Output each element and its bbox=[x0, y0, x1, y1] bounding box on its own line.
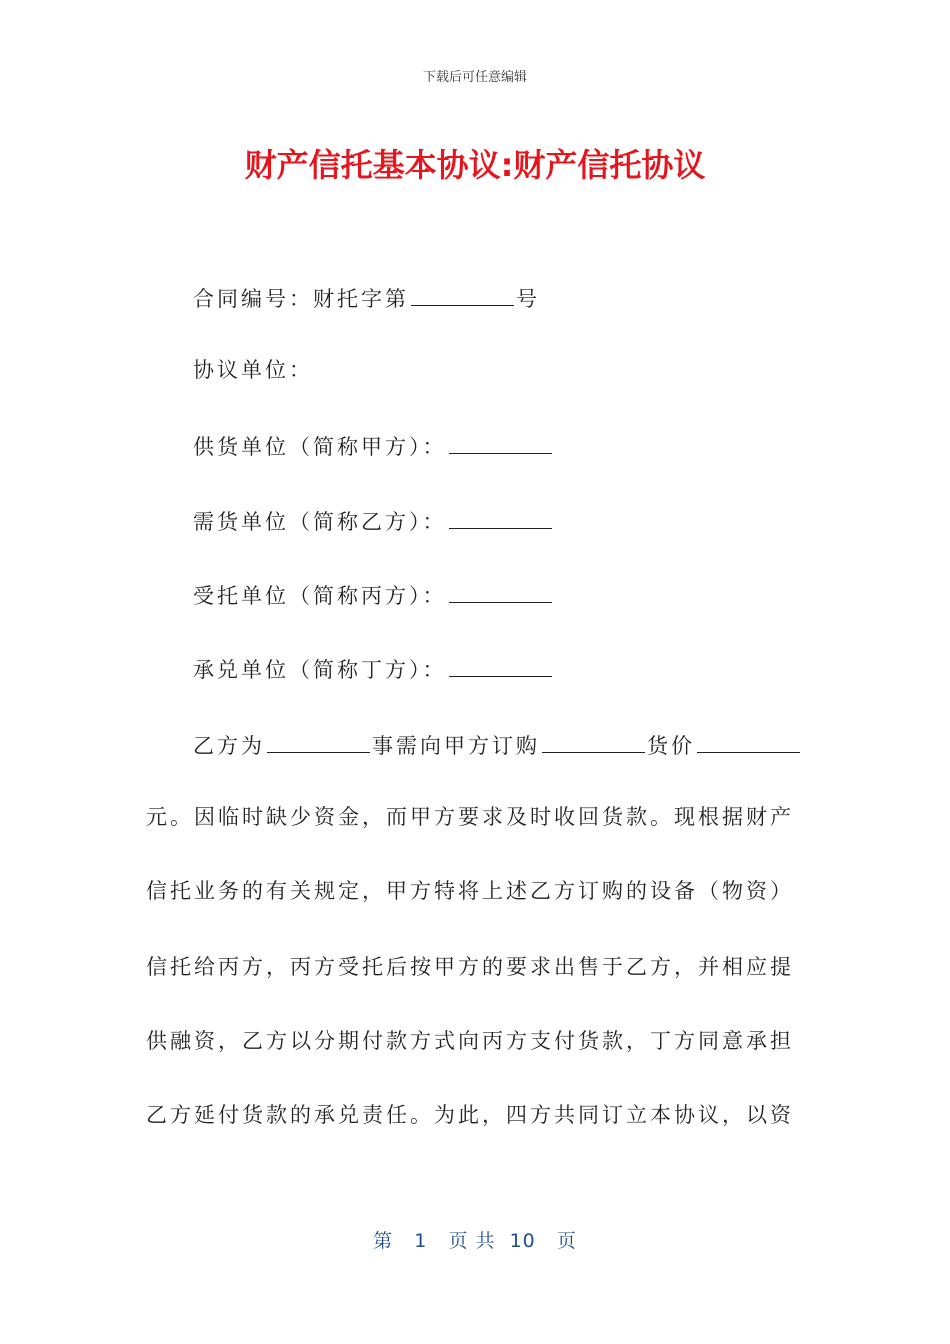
contract-number-suffix: 号 bbox=[516, 287, 540, 311]
body-line-1 bbox=[193, 728, 802, 761]
document-title: 财产信托基本协议:财产信托协议 bbox=[244, 146, 706, 184]
body-blank-purpose bbox=[267, 728, 370, 753]
page-footer bbox=[0, 1226, 950, 1253]
party-supplier-label: 供货单位（简称甲方）： bbox=[193, 435, 447, 459]
header-note: 下载后可任意编辑 bbox=[422, 70, 527, 85]
body-blank-goods bbox=[542, 728, 645, 753]
footer-of-label: 页 共 bbox=[448, 1230, 496, 1252]
party-supplier-line bbox=[193, 429, 554, 462]
party-buyer-label: 需货单位（简称乙方）： bbox=[193, 510, 447, 534]
party-acceptor-line bbox=[193, 652, 554, 685]
contract-number-blank bbox=[411, 281, 514, 306]
body-line-5: 供融资，乙方以分期付款方式向丙方支付货款，丁方同意承担 bbox=[146, 1029, 794, 1053]
party-supplier-blank bbox=[449, 429, 552, 454]
party-buyer-line bbox=[193, 504, 554, 537]
party-trustee-line bbox=[193, 578, 554, 611]
parties-heading: 协议单位： bbox=[193, 358, 313, 382]
party-trustee-label: 受托单位（简称丙方）： bbox=[193, 584, 447, 608]
footer-page-number: 1 bbox=[414, 1230, 428, 1252]
contract-number-line bbox=[193, 281, 540, 314]
party-acceptor-label: 承兑单位（简称丁方）： bbox=[193, 658, 447, 682]
party-acceptor-blank bbox=[449, 652, 552, 677]
body-line-6: 乙方延付货款的承兑责任。为此，四方共同订立本协议，以资 bbox=[146, 1103, 794, 1127]
party-buyer-blank bbox=[449, 504, 552, 529]
body-line-2: 元。因临时缺少资金，而甲方要求及时收回货款。现根据财产 bbox=[146, 805, 794, 829]
footer-total-pages: 10 bbox=[509, 1230, 536, 1252]
party-trustee-blank bbox=[449, 578, 552, 603]
contract-number-prefix: 合同编号：财托字第 bbox=[193, 287, 409, 311]
body-line-3: 信托业务的有关规定，甲方特将上述乙方订购的设备（物资） bbox=[146, 879, 794, 903]
footer-page-label: 第 bbox=[373, 1230, 394, 1252]
body-line-4: 信托给丙方，丙方受托后按甲方的要求出售于乙方，并相应提 bbox=[146, 955, 794, 979]
body-line-1-part-b: 事需向甲方订购 bbox=[372, 734, 540, 758]
footer-end-label: 页 bbox=[556, 1230, 577, 1252]
body-line-1-part-a: 乙方为 bbox=[193, 734, 265, 758]
body-blank-price bbox=[697, 728, 800, 753]
body-line-1-part-c: 货价 bbox=[647, 734, 695, 758]
